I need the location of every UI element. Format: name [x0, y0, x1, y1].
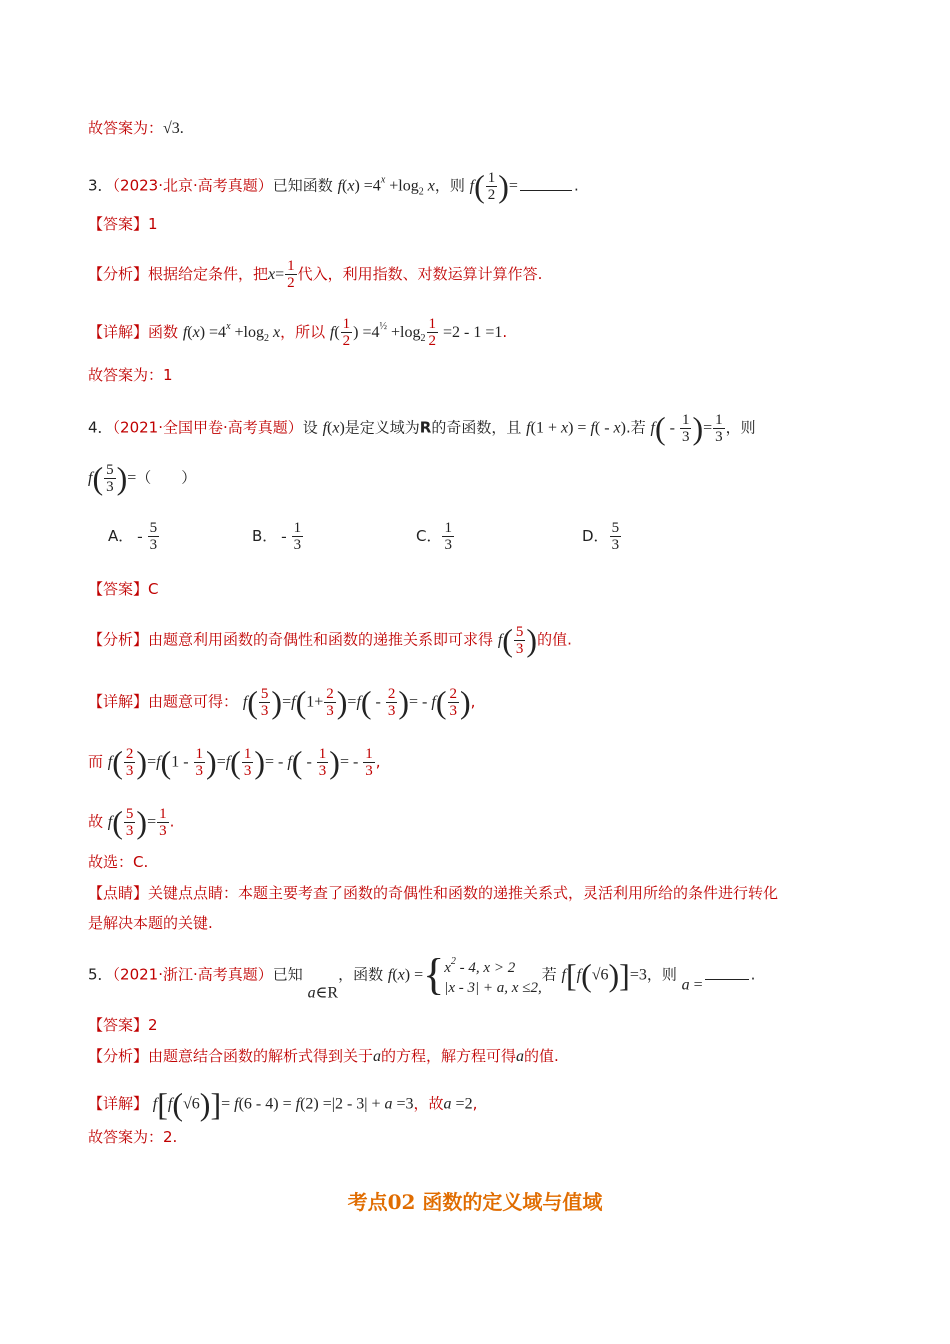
q5-source-tag: （2021·浙江·高考真题）	[112, 965, 273, 984]
q5-blank	[705, 979, 749, 980]
q4-detail: 【详解】由题意可得： f( $\frac{5}{3}$ )=f(1+ $\frac{2}{3}$ )=f( - $\frac{2}{3}$ )= - f( $\frac{2}{3}$ ),	[88, 684, 476, 720]
q4-chosen: 故选：C.	[88, 853, 149, 871]
q3-answer: 【答案】1	[88, 215, 158, 233]
q3-stem: 3．（2023·北京·高考真题）已知函数 $f(x) =4^x +\log_2$ x，则 f( $\frac{1}{2}$ )= .	[88, 168, 579, 204]
prev-answer-line: 故答案为：√3.	[88, 119, 184, 137]
prev-answer-value: √3	[163, 120, 180, 137]
section-title: 考点02 函数的定义域与值域	[347, 1190, 603, 1214]
q4-detail-2: 而 f( $\frac{2}{3}$ )=f(1 - $\frac{1}{3}$ )=f( $\frac{1}{3}$ )= - f( - $\frac{1}{3}$ )= - $\frac{1}{3}$ ,	[88, 744, 381, 780]
q4-point-2: 是解决本题的关键.	[88, 914, 213, 932]
q4-point: 【点睛】关键点点睛：本题主要考查了函数的奇偶性和函数的递推关系式，灵活利用所给的条件进行转化	[88, 884, 779, 902]
q4-option-a: A． - $\frac{5}{3}$	[108, 520, 158, 553]
q4-analysis: 【分析】由题意利用函数的奇偶性和函数的递推关系即可求得 f( $\frac{5}{3}$ )的值.	[88, 622, 572, 658]
q5-analysis: 【分析】由题意结合函数的解析式得到关于a的方程，解方程可得a的值.	[88, 1047, 559, 1065]
q5-answer: 【答案】2	[88, 1016, 158, 1034]
q5-final: 故答案为：2.	[88, 1128, 178, 1146]
q3-final: 故答案为：1	[88, 366, 173, 384]
q4-stem: 4．（2021·全国甲卷·高考真题）设 f(x)是定义域为R的奇函数，且 f(1 + x) = f( - x).若 f( - $\frac{1}{3}$ )= $\frac{1}{3}$ ，则	[88, 410, 756, 446]
q4-answer: 【答案】C	[88, 580, 159, 598]
q3-detail: 【详解】函数 $f(x) =4^x +\log_2$ x，所以 f( $\frac{1}{2}$ ) $=4^{\frac{1}{2}} +\log_2$ $\frac{1}{2}$ =2 - 1 =1.	[88, 316, 508, 349]
q3-analysis: 【分析】根据给定条件，把x= $\frac{1}{2}$ 代入，利用指数、对数运算计算作答.	[88, 258, 543, 291]
q5-detail: 【详解】 f[f(√6)]= f(6 - 4) = f(2) =|2 - 3| + a =3，故a =2,	[88, 1086, 478, 1122]
q4-source-tag: （2021·全国甲卷·高考真题）	[112, 418, 303, 437]
q4-stem-2: f( $\frac{5}{3}$ )=（ ）	[88, 460, 197, 496]
q4-option-c: C． $\frac{1}{3}$	[416, 520, 452, 553]
q5-stem: 5．（2021·浙江·高考真题）已知 a∈R，函数 f(x) ={ $x^2 - 4$, x > 2 |x - 3| + a, x ≤2, 若 f[f(√6)]=3，则 a =.	[88, 950, 756, 1002]
q4-option-d: D． $\frac{5}{3}$	[582, 520, 620, 553]
q3-blank	[520, 190, 572, 191]
q3-source-tag: （2023·北京·高考真题）	[112, 176, 273, 195]
q4-option-b: B． - $\frac{1}{3}$	[252, 520, 302, 553]
q4-detail-3: 故 f( $\frac{5}{3}$ )= $\frac{1}{3}$ .	[88, 804, 175, 840]
